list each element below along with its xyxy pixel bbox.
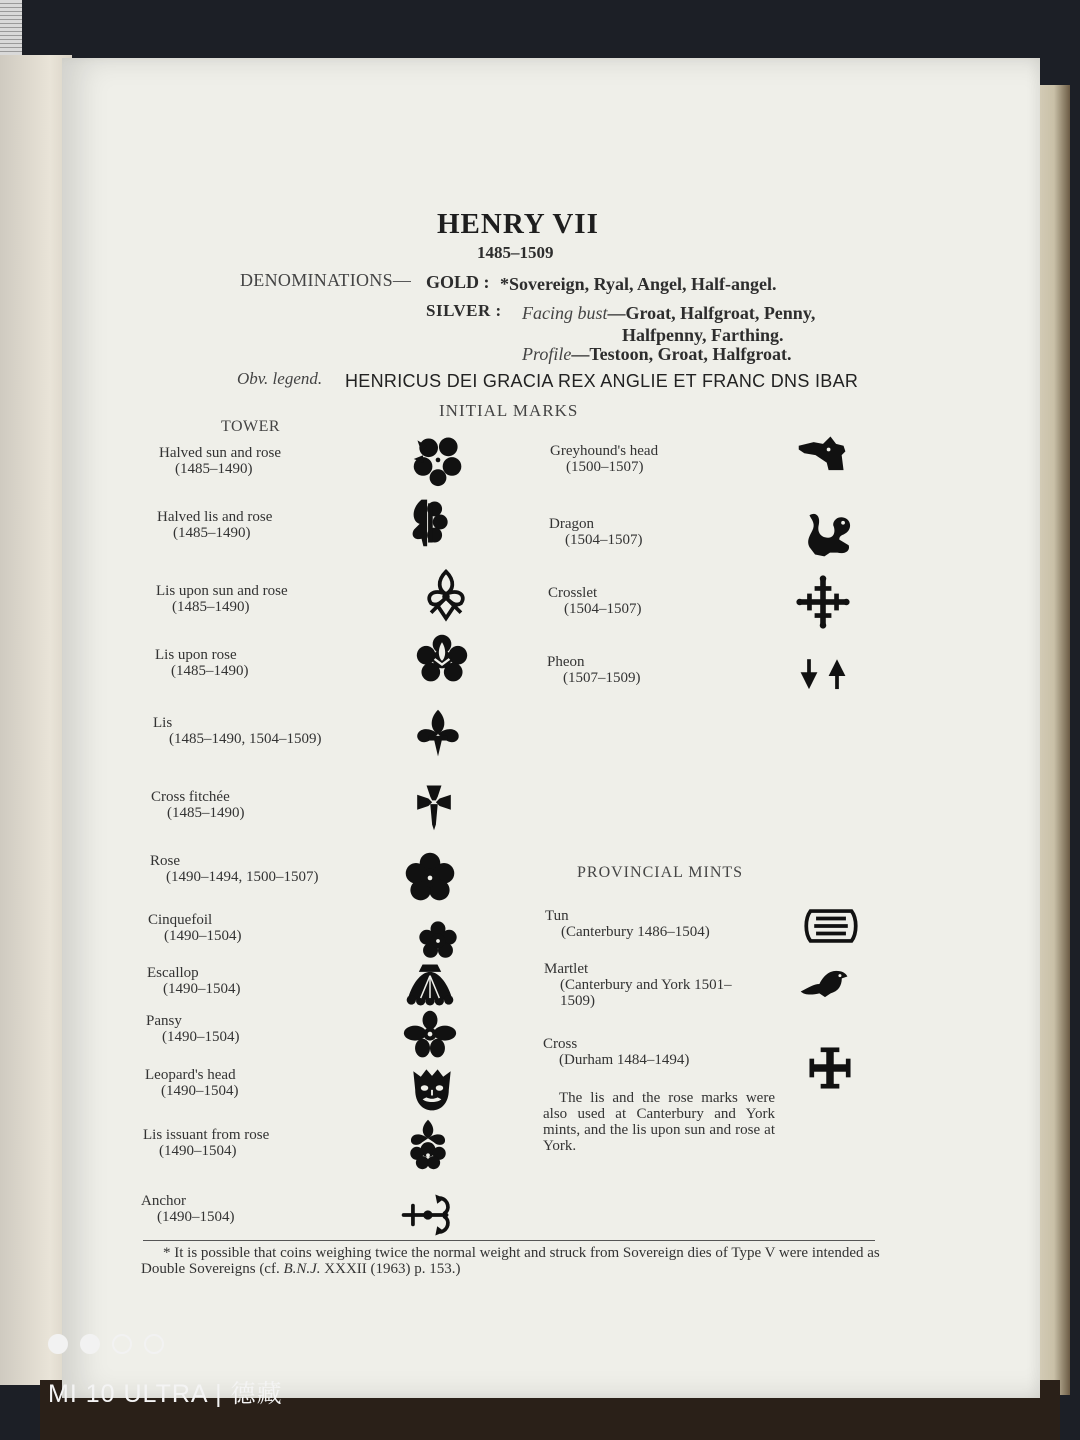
mark-dates: (Canterbury 1486–1504): [561, 924, 710, 940]
facing-bust-label: Facing bust: [522, 303, 608, 323]
mark-entry: [545, 908, 710, 940]
mark-name: Cross fitchée: [151, 789, 230, 805]
watermark-dot: [80, 1334, 100, 1354]
mark-name: Leopard's head: [145, 1067, 236, 1083]
mark-entry: [146, 1013, 240, 1045]
ruler-edge: [0, 0, 22, 55]
cross-icon: [802, 1040, 858, 1096]
mark-dates: (1504–1507): [564, 601, 642, 617]
mark-dates: (1504–1507): [565, 532, 643, 548]
mark-dates: (Durham 1484–1494): [559, 1052, 690, 1068]
pansy-icon: [402, 1007, 458, 1063]
denominations-label: DENOMINATIONS—: [240, 270, 412, 290]
mark-entry: [143, 1127, 269, 1159]
lis-issuant-from-rose-icon: [400, 1116, 456, 1172]
footnote-text-end: XXXII (1963) p. 153.): [320, 1261, 461, 1277]
mark-entry: [151, 789, 245, 821]
lis-icon: [410, 706, 466, 762]
mark-dates: (1485–1490): [167, 805, 245, 821]
tower-heading: TOWER: [221, 418, 281, 435]
mark-entry: [544, 961, 732, 1009]
mark-dates: (1490–1494, 1500–1507): [166, 869, 319, 885]
footnote: [141, 1245, 881, 1277]
mark-dates: (1500–1507): [566, 459, 644, 475]
lis-upon-sun-and-rose-icon: [418, 566, 474, 622]
footnote-text: * It is possible that coins weighing twice the normal weight and struck from Sovereign dies of Type V were intended as Double Sovereigns (cf.: [141, 1245, 880, 1277]
mark-dates: (1485–1490): [171, 663, 249, 679]
mark-name: Rose: [150, 853, 180, 869]
mark-name: Pansy: [146, 1013, 182, 1029]
footnote-rule: [143, 1240, 875, 1241]
mark-name: Halved lis and rose: [157, 509, 273, 525]
facing-bust-line: [522, 303, 815, 324]
mark-name: Crosslet: [548, 585, 598, 601]
gold-denominations: *Sovereign, Ryal, Angel, Half-angel.: [500, 274, 777, 294]
mark-entry: [150, 853, 319, 885]
obverse-legend-text: HENRICUS DEI GRACIA REX ANGLIE ET FRANC DNS IBAR: [345, 371, 859, 391]
mark-dates: (1490–1504): [164, 928, 242, 944]
mark-dates: (1490–1504): [161, 1083, 239, 1099]
gold-label: GOLD :: [426, 272, 490, 292]
mark-name: Pheon: [547, 654, 585, 670]
mark-dates-continued: 1509): [560, 993, 595, 1009]
camera-watermark: MI 10 ULTRA | 德藏: [48, 1380, 283, 1408]
mark-name: Cross: [543, 1036, 578, 1052]
facing-bust-items: —Groat, Halfgroat, Penny,: [607, 303, 816, 323]
mark-entry: [141, 1193, 235, 1225]
mark-entry: [147, 965, 241, 997]
mark-entry: [548, 585, 642, 617]
mark-name: Lis issuant from rose: [143, 1127, 270, 1143]
mark-name: Lis upon rose: [155, 647, 237, 663]
mark-entry: [547, 654, 641, 686]
mark-dates: (1490–1504): [157, 1209, 235, 1225]
mark-entry: [549, 516, 643, 548]
mark-entry: [550, 443, 658, 475]
mark-entry: [153, 715, 322, 747]
mark-dates: (1490–1504): [163, 981, 241, 997]
anchor-icon: [398, 1187, 454, 1243]
watermark-dot: [112, 1334, 132, 1354]
watermark-dot: [144, 1334, 164, 1354]
silver-label: SILVER :: [426, 301, 502, 320]
mark-dates: (1490–1504): [159, 1143, 237, 1159]
mark-name: Cinquefoil: [148, 912, 213, 928]
mark-entry: [155, 647, 249, 679]
mark-name: Lis: [153, 715, 173, 731]
dragon-icon: [802, 506, 858, 562]
mark-dates: (1490–1504): [162, 1029, 240, 1045]
mark-name: Martlet: [544, 961, 589, 977]
mark-entry: [543, 1036, 689, 1068]
profile-line: [522, 344, 792, 365]
mark-entry: [159, 445, 281, 477]
footnote-reference: B.N.J.: [283, 1261, 321, 1277]
martlet-icon: [797, 956, 853, 1012]
halved-sun-and-rose-icon: [410, 431, 466, 487]
provincial-note: The lis and the rose marks were also used at Canterbury and York mints, and the lis upon sun and rose at York.: [543, 1090, 775, 1154]
mark-name: Lis upon sun and rose: [156, 583, 288, 599]
pheon-icon: [795, 648, 851, 704]
profile-label: Profile: [522, 344, 572, 364]
mark-dates: (1485–1490): [173, 525, 251, 541]
mark-name: Escallop: [147, 965, 199, 981]
lis-upon-rose-icon: [414, 631, 470, 687]
leopards-head-icon: [404, 1060, 460, 1116]
mark-dates: (1485–1490, 1504–1509): [169, 731, 322, 747]
facing-bust-items-continued: Halfpenny, Farthing.: [622, 325, 784, 345]
escallop-icon: [402, 957, 458, 1013]
mark-dates: (1485–1490): [175, 461, 253, 477]
page-title: HENRY VII: [437, 208, 599, 240]
initial-marks-heading: INITIAL MARKS: [439, 401, 579, 420]
mark-entry: [145, 1067, 239, 1099]
mark-entry: [148, 912, 242, 944]
mark-name: Dragon: [549, 516, 594, 532]
cross-fitchee-icon: [406, 778, 462, 834]
watermark-dot: [48, 1334, 68, 1354]
obverse-legend-label: Obv. legend.: [237, 369, 323, 388]
rose-icon: [402, 849, 458, 905]
mark-name: Halved sun and rose: [159, 445, 282, 461]
camera-watermark-dots: [48, 1334, 164, 1354]
reign-dates: 1485–1509: [477, 243, 554, 262]
tun-icon: [803, 898, 859, 954]
mark-name: Anchor: [141, 1193, 186, 1209]
mark-entry: [156, 583, 288, 615]
mark-dates: (1507–1509): [563, 670, 641, 686]
profile-items: —Testoon, Groat, Halfgroat.: [571, 344, 792, 364]
mark-entry: [157, 509, 272, 541]
provincial-mints-heading: PROVINCIAL MINTS: [577, 864, 744, 881]
mark-dates: (1485–1490): [172, 599, 250, 615]
mark-name: Greyhound's head: [550, 443, 659, 459]
halved-lis-and-rose-icon: [401, 494, 457, 550]
mark-name: Tun: [545, 908, 569, 924]
crosslet-icon: [795, 574, 851, 630]
mark-dates: (Canterbury and York 1501–: [560, 977, 732, 993]
greyhounds-head-icon: [795, 429, 851, 485]
